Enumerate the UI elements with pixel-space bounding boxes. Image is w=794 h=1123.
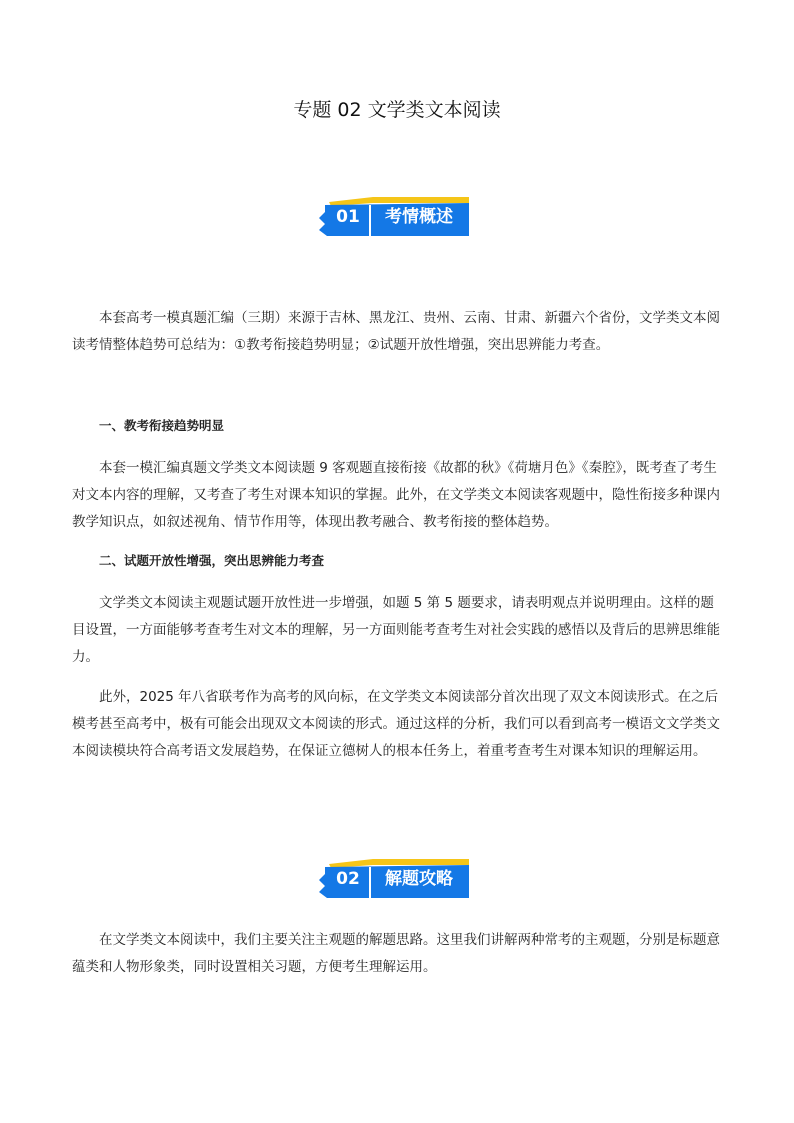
section-label: 考情概述 — [385, 207, 453, 227]
section-badge-01 — [319, 196, 471, 236]
intro-paragraph: 本套高考一模真题汇编（三期）来源于吉林、黑龙江、贵州、云南、甘肃、新疆六个省份，文学类文本阅读考情整体趋势可总结为：①教考衔接趋势明显；②试题开放性增强，突出思辨能力考查。 — [72, 310, 720, 353]
strategy-paragraph: 在文学类文本阅读中，我们主要关注主观题的解题思路。这里我们讲解两种常考的主观题，分别是标题意蕴类和人物形象类，同时设置相关习题，方便考生理解运用。 — [72, 932, 720, 975]
section-label: 解题攻略 — [385, 869, 453, 889]
section-number: 01 — [336, 207, 360, 227]
section-number: 02 — [336, 869, 360, 889]
badge-divider — [369, 867, 371, 898]
point1-paragraph: 本套一模汇编真题文学类文本阅读题 9 客观题直接衔接《故都的秋》《荷塘月色》《秦腔》，既考查了考生对文本内容的理解，又考查了考生对课本知识的掌握。此外，在文学类文本阅读客观题中，隐性衔接多种课内教学知识点，如叙述视角、情节作用等，体现出教考融合、教考衔接的整体趋势。 — [72, 460, 720, 530]
point2-paragraph-2: 此外，2025 年八省联考作为高考的风向标，在文学类文本阅读部分首次出现了双文本阅读形式。在之后模考甚至高考中，极有可能会出现双文本阅读的形式。通过这样的分析，我们可以看到高考一模语文文学类文本阅读模块符合高考语文发展趋势，在保证立德树人的根本任务上，着重考查考生对课本知识的理解运用。 — [72, 689, 720, 759]
section-badge-02 — [319, 858, 471, 898]
point2-heading: 二、试题开放性增强，突出思辨能力考查 — [99, 553, 325, 568]
point1-heading: 一、教考衔接趋势明显 — [99, 418, 225, 433]
badge-divider — [369, 205, 371, 236]
point2-paragraph-1: 文学类文本阅读主观题试题开放性进一步增强，如题 5 第 5 题要求，请表明观点并说明理由。这样的题目设置，一方面能够考查考生对文本的理解，另一方面则能考查考生对社会实践的感悟以及背后的思辨思维能力。 — [72, 595, 720, 665]
page-title: 专题 02 文学类文本阅读 — [293, 99, 501, 121]
